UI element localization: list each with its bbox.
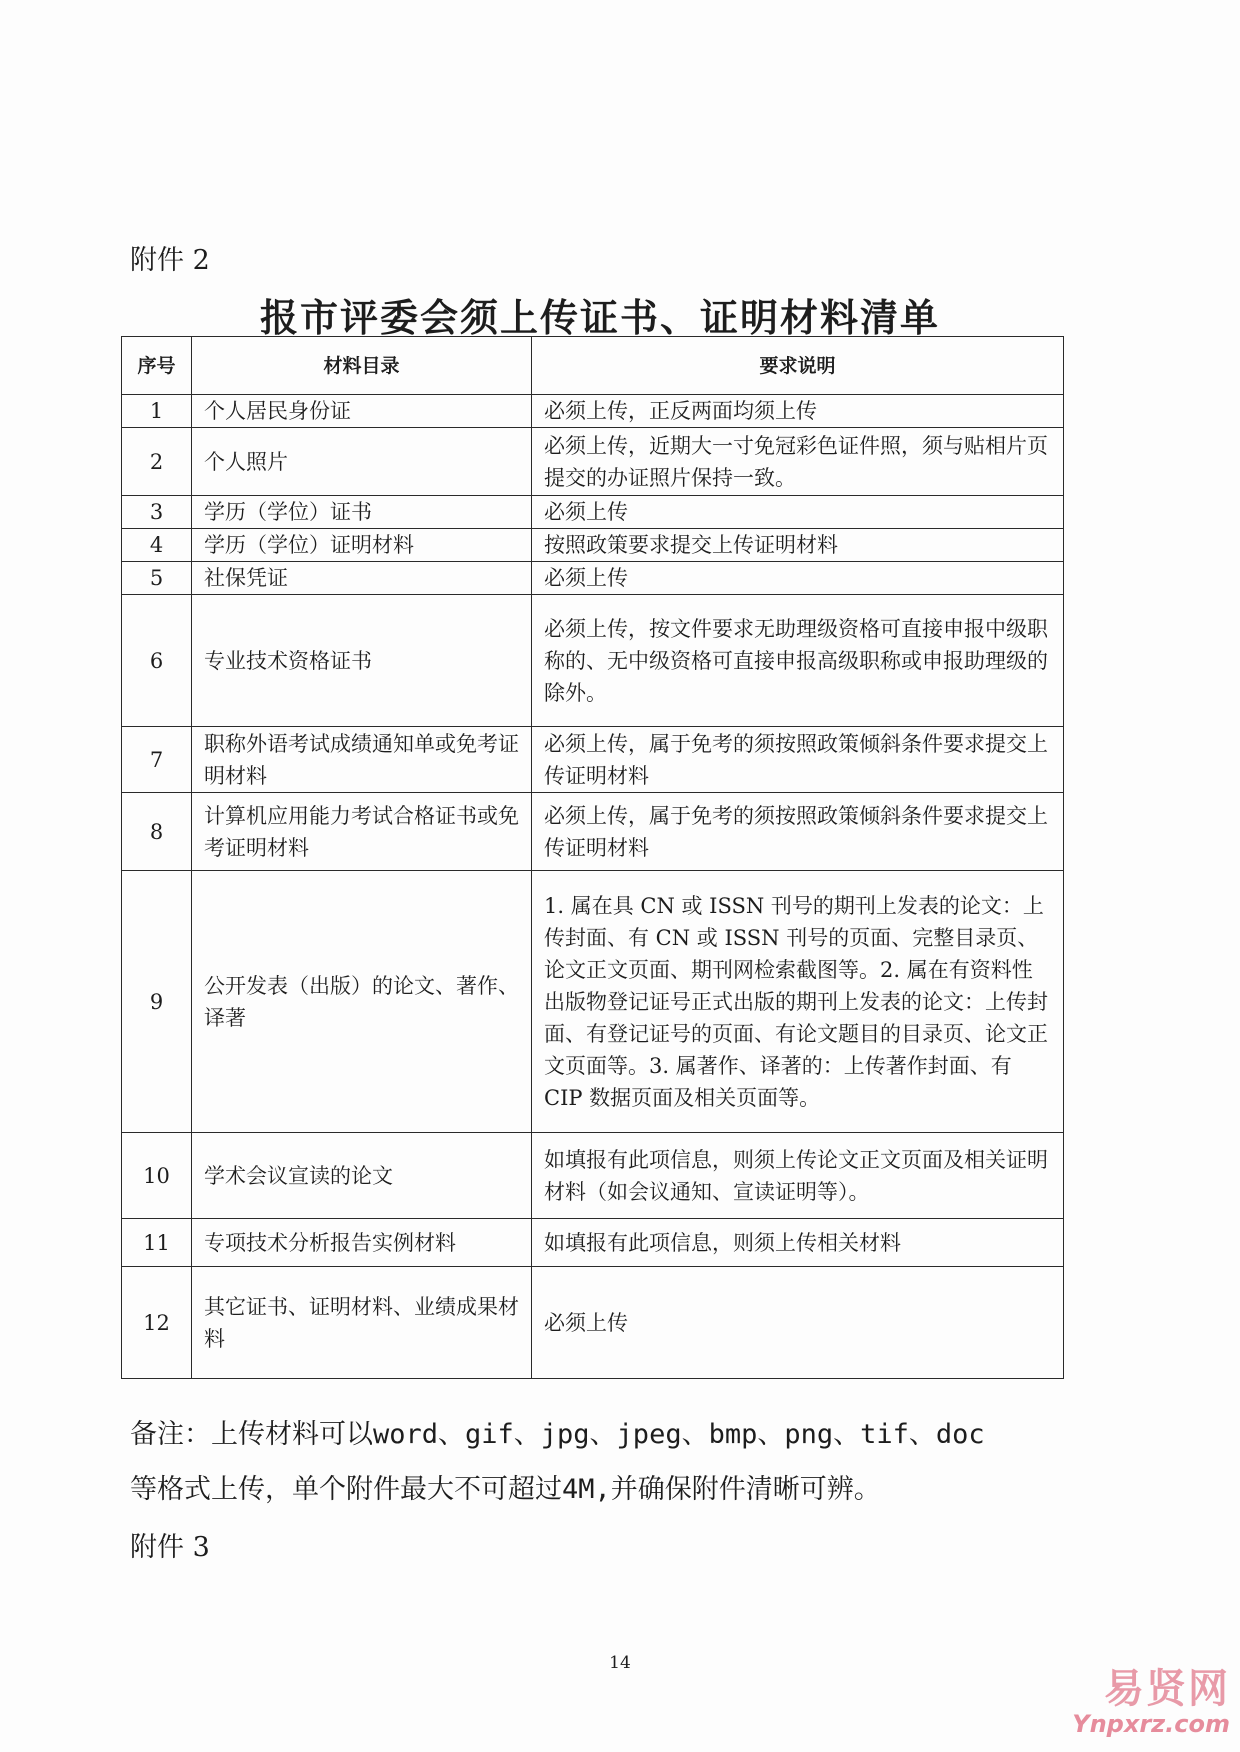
header-material: 材料目录 bbox=[192, 337, 532, 395]
row-number: 5 bbox=[122, 562, 192, 595]
table-row bbox=[122, 1219, 1064, 1267]
row-number: 1 bbox=[122, 395, 192, 428]
table-row bbox=[122, 727, 1064, 793]
row-requirement: 必须上传，属于免考的须按照政策倾斜条件要求提交上传证明材料 bbox=[532, 727, 1064, 793]
table-header-row bbox=[122, 337, 1064, 395]
row-material: 学历（学位）证明材料 bbox=[192, 529, 532, 562]
row-number: 6 bbox=[122, 595, 192, 727]
table-row bbox=[122, 428, 1064, 496]
row-number: 9 bbox=[122, 871, 192, 1133]
row-material: 个人照片 bbox=[192, 428, 532, 496]
attachment-3-label: 附件 3 bbox=[130, 1532, 210, 1563]
table-row bbox=[122, 1267, 1064, 1379]
page-number: 14 bbox=[609, 1653, 631, 1673]
row-material: 个人居民身份证 bbox=[192, 395, 532, 428]
table-row bbox=[122, 562, 1064, 595]
watermark-logo-text: 易贤网 bbox=[1104, 1666, 1230, 1712]
watermark bbox=[1072, 1668, 1230, 1738]
note-line-2: 等格式上传，单个附件最大不可超过4M,并确保附件清晰可辨。 bbox=[130, 1474, 881, 1505]
table-row bbox=[122, 595, 1064, 727]
row-material: 公开发表（出版）的论文、著作、译著 bbox=[192, 871, 532, 1133]
row-material: 社保凭证 bbox=[192, 562, 532, 595]
row-requirement: 必须上传，近期大一寸免冠彩色证件照，须与贴相片页提交的办证照片保持一致。 bbox=[532, 428, 1064, 496]
table-row bbox=[122, 871, 1064, 1133]
row-requirement: 如填报有此项信息，则须上传论文正文页面及相关证明材料（如会议通知、宣读证明等）。 bbox=[532, 1133, 1064, 1219]
row-requirement: 必须上传，正反两面均须上传 bbox=[532, 395, 1064, 428]
header-requirement: 要求说明 bbox=[532, 337, 1064, 395]
row-material: 学术会议宣读的论文 bbox=[192, 1133, 532, 1219]
row-material: 其它证书、证明材料、业绩成果材料 bbox=[192, 1267, 532, 1379]
watermark-url: Ynpxrz.com bbox=[1072, 1710, 1230, 1738]
attachment-2-label: 附件 2 bbox=[130, 245, 210, 276]
row-number: 10 bbox=[122, 1133, 192, 1219]
row-requirement: 必须上传 bbox=[532, 1267, 1064, 1379]
row-number: 2 bbox=[122, 428, 192, 496]
row-number: 3 bbox=[122, 496, 192, 529]
row-requirement: 按照政策要求提交上传证明材料 bbox=[532, 529, 1064, 562]
row-requirement: 如填报有此项信息，则须上传相关材料 bbox=[532, 1219, 1064, 1267]
document-title: 报市评委会须上传证书、证明材料清单 bbox=[259, 296, 940, 340]
row-number: 8 bbox=[122, 793, 192, 871]
table-row bbox=[122, 1133, 1064, 1219]
row-material: 职称外语考试成绩通知单或免考证明材料 bbox=[192, 727, 532, 793]
table-row bbox=[122, 395, 1064, 428]
header-seq: 序号 bbox=[122, 337, 192, 395]
row-number: 11 bbox=[122, 1219, 192, 1267]
note-line-1: 备注：上传材料可以word、gif、jpg、jpeg、bmp、png、tif、doc bbox=[130, 1419, 985, 1450]
row-number: 12 bbox=[122, 1267, 192, 1379]
row-number: 4 bbox=[122, 529, 192, 562]
row-requirement: 必须上传 bbox=[532, 496, 1064, 529]
row-requirement: 必须上传，按文件要求无助理级资格可直接申报中级职称的、无中级资格可直接申报高级职称或申报助理级的除外。 bbox=[532, 595, 1064, 727]
table-row bbox=[122, 793, 1064, 871]
row-number: 7 bbox=[122, 727, 192, 793]
row-requirement: 1. 属在具 CN 或 ISSN 刊号的期刊上发表的论文：上传封面、有 CN 或 ISSN 刊号的页面、完整目录页、论文正文页面、期刊网检索截图等。2. 属在有资料性出版物登记证号正式出版的期刊上发表的论文：上传封面、有登记证号的页面、有论文题目的目录页、论文正文页面等。3. 属著作、译著的：上传著作封面、有 CIP 数据页面及相关页面等。 bbox=[532, 871, 1064, 1133]
table-row bbox=[122, 529, 1064, 562]
materials-table bbox=[121, 336, 1064, 1379]
row-requirement: 必须上传 bbox=[532, 562, 1064, 595]
row-material: 专项技术分析报告实例材料 bbox=[192, 1219, 532, 1267]
row-requirement: 必须上传，属于免考的须按照政策倾斜条件要求提交上传证明材料 bbox=[532, 793, 1064, 871]
row-material: 学历（学位）证书 bbox=[192, 496, 532, 529]
table-row bbox=[122, 496, 1064, 529]
row-material: 专业技术资格证书 bbox=[192, 595, 532, 727]
row-material: 计算机应用能力考试合格证书或免考证明材料 bbox=[192, 793, 532, 871]
